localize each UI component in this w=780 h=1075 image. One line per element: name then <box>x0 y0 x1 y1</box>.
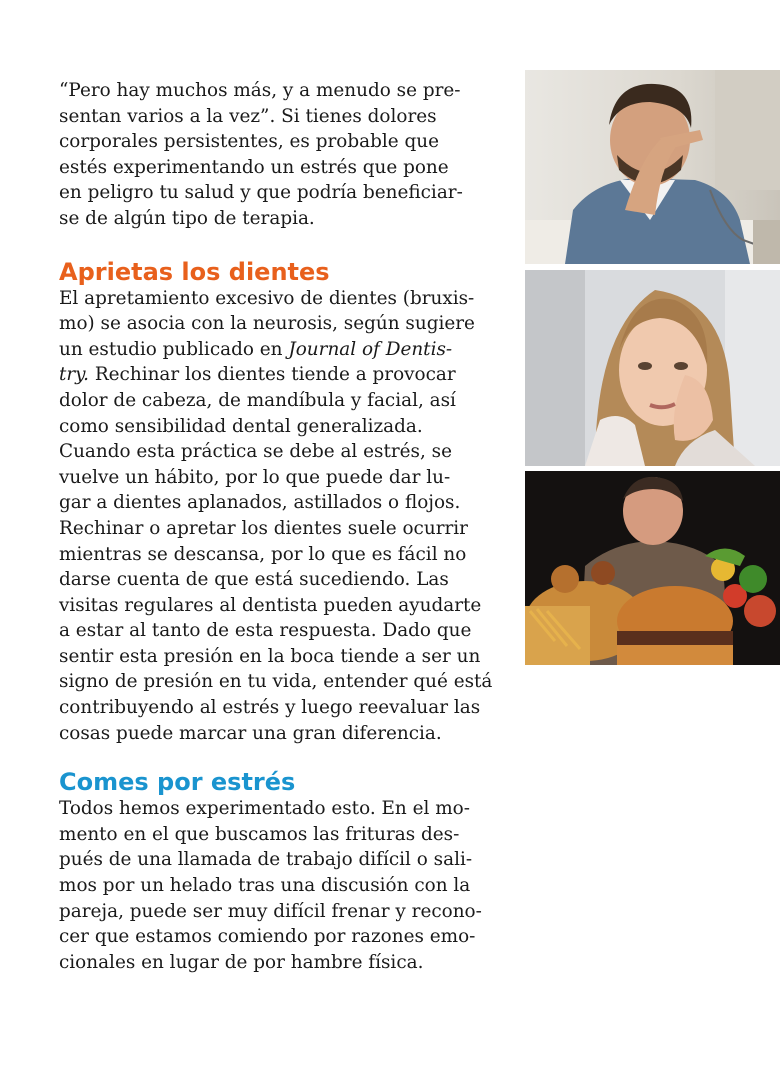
text-line: darse cuenta de que está sucediendo. Las <box>59 569 449 591</box>
text-line: signo de presión en tu vida, entender qué está <box>59 671 493 693</box>
text-fragment: un estudio publicado en <box>59 338 289 360</box>
text-line: corporales persistentes, es probable que <box>59 131 439 153</box>
photo-man-headache <box>525 70 780 264</box>
text-line: cer que estamos comiendo por razones emo- <box>59 926 476 948</box>
text-line: dolor de cabeza, de mandíbula y facial, así <box>59 389 456 411</box>
article-column <box>59 78 505 975</box>
text-line: gar a dientes aplanados, astillados o flojos. <box>59 492 461 514</box>
text-line: se de algún tipo de terapia. <box>59 207 315 229</box>
text-line: “Pero hay muchos más, y a menudo se pre- <box>59 80 461 101</box>
text-line: sentir esta presión en la boca tiende a ser un <box>59 645 481 667</box>
text-line: vuelve un hábito, por lo que puede dar lu- <box>59 466 451 488</box>
section-heading-teeth: Aprietas los dientes <box>59 257 330 286</box>
text-line <box>59 362 505 388</box>
text-line: pareja, puede ser muy difícil frenar y recono- <box>59 900 482 922</box>
teeth-paragraph <box>59 286 505 747</box>
journal-title-italic: try. <box>59 364 89 386</box>
text-line: contribuyendo al estrés y luego reevaluar las <box>59 697 481 719</box>
text-line: a estar al tanto de esta respuesta. Dado que <box>59 620 472 642</box>
photo-woman-jaw-pain <box>525 270 780 466</box>
text-line: Todos hemos experimentado esto. En el mo- <box>59 798 470 820</box>
text-line: sentan varios a la vez”. Si tienes dolores <box>59 105 437 127</box>
text-line: como sensibilidad dental generalizada. <box>59 415 423 437</box>
text-line: mento en el que buscamos las frituras des- <box>59 823 460 845</box>
text-line: El apretamiento excesivo de dientes (bruxis- <box>59 287 475 309</box>
text-line: cionales en lugar de por hambre física. <box>59 951 424 973</box>
stress-eating-paragraph <box>59 796 505 975</box>
text-fragment: Rechinar los dientes tiende a provocar <box>88 364 456 386</box>
text-line: mientras se descansa, por lo que es fácil no <box>59 543 467 565</box>
journal-title-italic: Journal of Dentis- <box>288 338 453 360</box>
text-line: mo) se asocia con la neurosis, según sugiere <box>59 313 475 335</box>
text-line <box>59 337 505 363</box>
text-line: Cuando esta práctica se debe al estrés, se <box>59 441 453 463</box>
text-line: cosas puede marcar una gran diferencia. <box>59 722 442 744</box>
intro-paragraph <box>59 78 505 232</box>
text-line: pués de una llamada de trabajo difícil o sali- <box>59 849 473 871</box>
text-line: visitas regulares al dentista pueden ayudarte <box>59 594 482 616</box>
text-line: en peligro tu salud y que podría beneficiar- <box>59 182 463 204</box>
text-line: estés experimentando un estrés que pone <box>59 156 449 178</box>
section-heading-stress-eating: Comes por estrés <box>59 768 296 797</box>
text-line: Rechinar o apretar los dientes suele ocurrir <box>59 517 468 539</box>
text-line: mos por un helado tras una discusión con la <box>59 875 471 897</box>
photo-man-junk-food <box>525 471 780 665</box>
